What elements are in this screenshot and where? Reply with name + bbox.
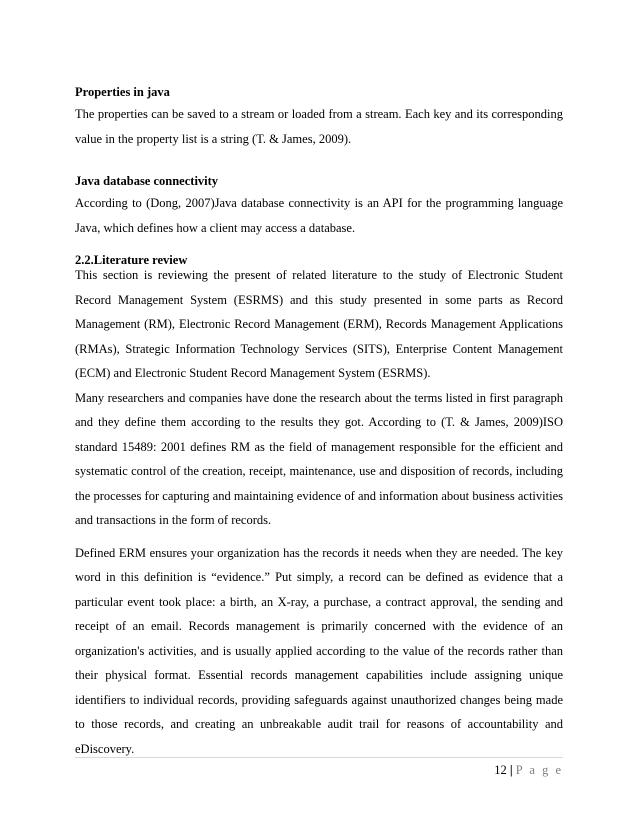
paragraph-literature-erm-definition: Defined ERM ensures your organization has the records it needs when they are needed. The key word in this definition is “evidence.” Put simply, a record can be defined as evidence that a particular event took place: a birth, an X-ray, a purchase, a contract approval, the sending and receipt of an email. Records management is primarily concerned with the evidence of an organization's activities, and is usually applied according to the value of the records rather than their physical format. Essential records management capabilities include assigning unique identifiers to individual records, providing safeguards against unauthorized changes being made to those records, and creating an unbreakable audit trail for reasons of accountability and eDiscovery. [75,545,563,756]
paragraph-jdbc: According to (Dong, 2007)Java database connectivity is an API for the programming language Java, which defines how a client may access a database. [75,196,563,235]
page-label: P a g e [515,763,563,777]
heading-properties-in-java: Properties in java [75,85,170,99]
paragraph-literature-intro: This section is reviewing the present of related literature to the study of Electronic Student Record Management System (ESRMS) and this study presented in some parts as Record Management (RM), Electronic Record Management (ERM), Records Management Applications (RMAs), Strategic Information Technology Services (SITS), Enterprise Content Management (ECM) and Electronic Student Record Management System (ESRMS). [75,268,563,380]
document-page [75,84,563,761]
page-number: 12 [494,763,507,777]
paragraph-properties: The properties can be saved to a stream or loaded from a stream. Each key and its corresponding value in the property list is a string (T. & James, 2009). [75,107,563,146]
footer-separator: | [509,763,513,777]
footer-divider [75,757,563,758]
page-footer [494,762,563,778]
heading-java-database-connectivity: Java database connectivity [75,174,219,188]
heading-literature-review: 2.2.Literature review [75,253,188,267]
paragraph-literature-rm-definition: Many researchers and companies have done the research about the terms listed in first paragraph and they define them according to the results they got. According to (T. & James, 2009)ISO standard 15489: 2001 defines RM as the field of management responsible for the efficient and systematic control of the creation, receipt, maintenance, use and disposition of records, including the processes for capturing and maintaining evidence of and information about business activities and transactions in the form of records. [75,390,563,527]
